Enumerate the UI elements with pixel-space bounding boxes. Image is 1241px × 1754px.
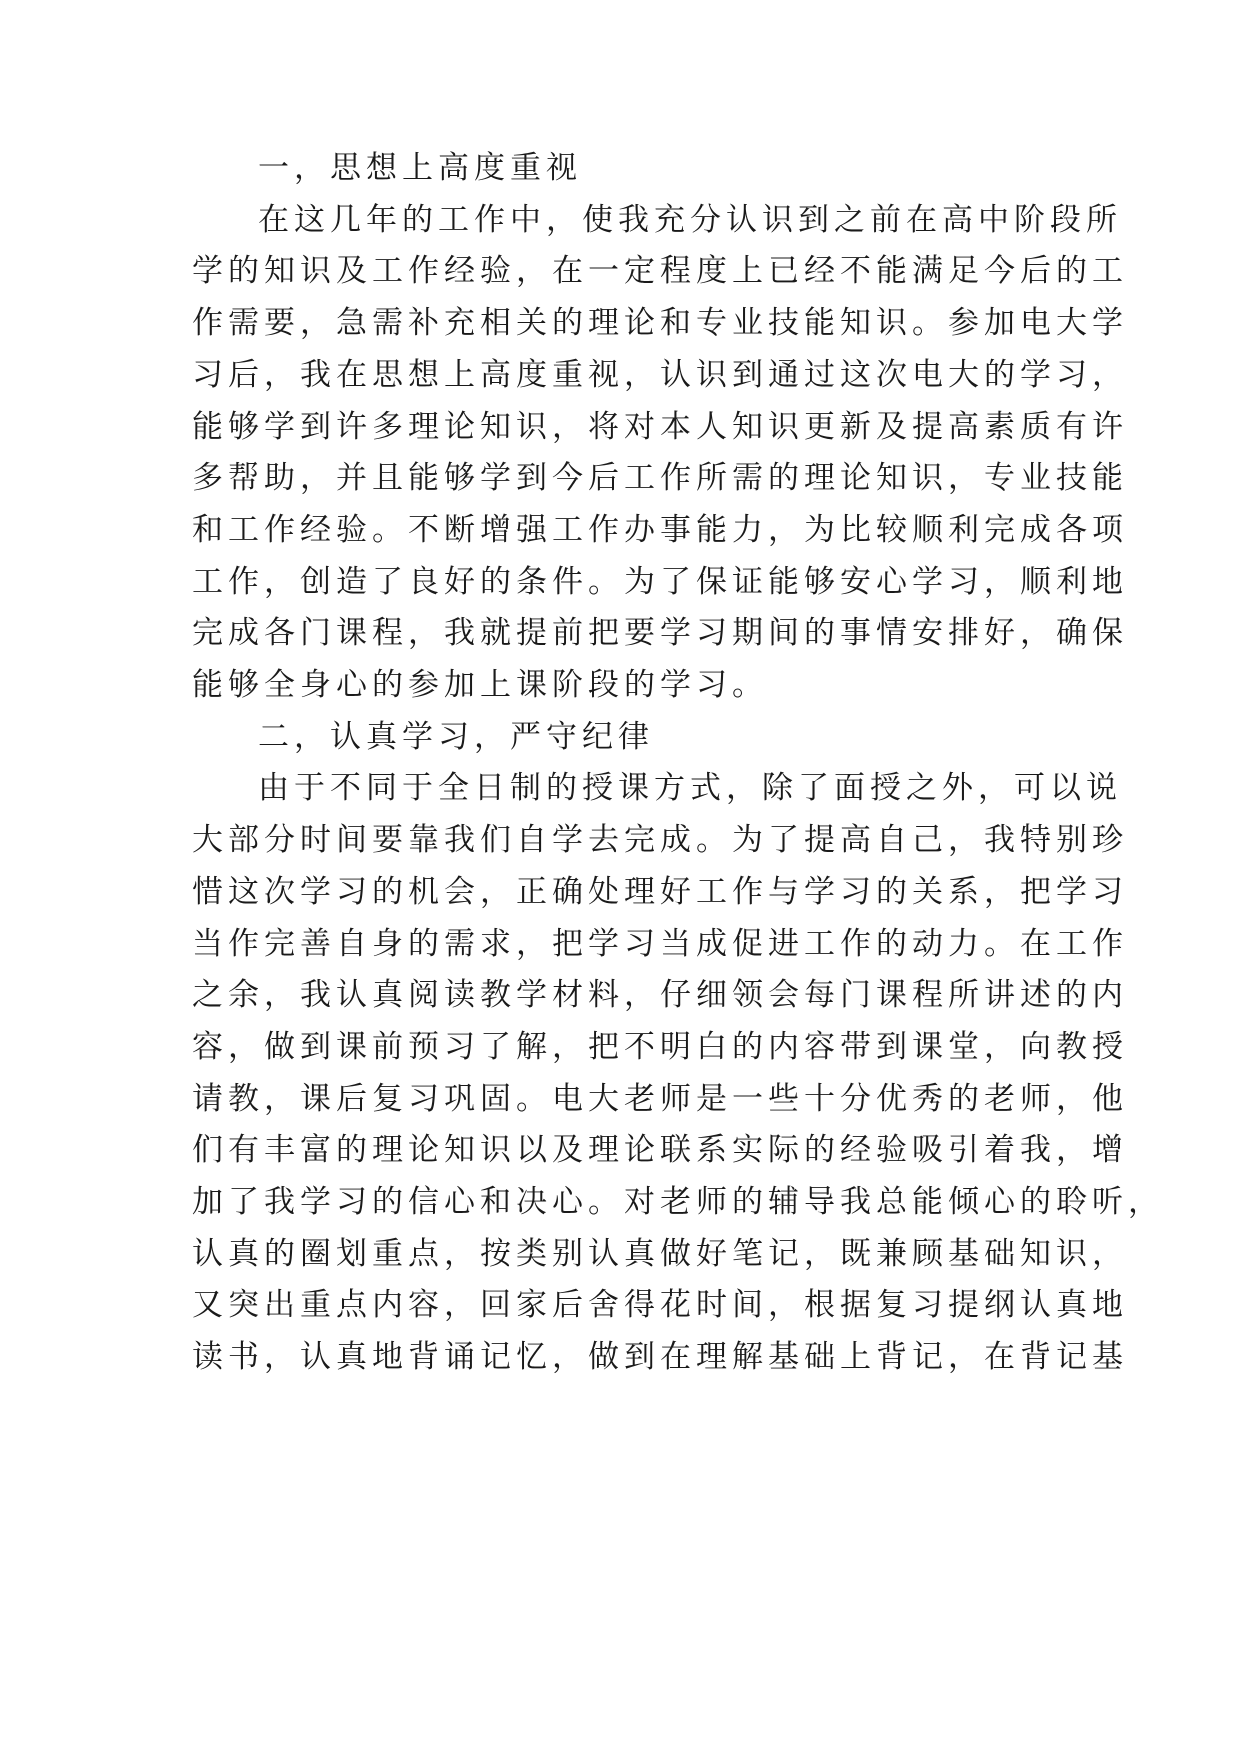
paragraph-line: 当作完善自身的需求，把学习当成促进工作的动力。在工作 [192, 926, 1128, 962]
paragraph-line: 在这几年的工作中，使我充分认识到之前在高中阶段所 [258, 202, 1122, 238]
paragraph-line: 由于不同于全日制的授课方式，除了面授之外，可以说 [258, 770, 1122, 806]
paragraph-line: 们有丰富的理论知识以及理论联系实际的经验吸引着我，增 [192, 1132, 1128, 1168]
paragraph-line: 作需要，急需补充相关的理论和专业技能知识。参加电大学 [192, 305, 1128, 341]
paragraph-line: 容，做到课前预习了解，把不明白的内容带到课堂，向教授 [192, 1029, 1128, 1065]
paragraph-line: 完成各门课程，我就提前把要学习期间的事情安排好，确保 [192, 615, 1128, 651]
paragraph-line: 又突出重点内容，回家后舍得花时间，根据复习提纲认真地 [192, 1287, 1128, 1323]
section-heading: 二，认真学习，严守纪律 [258, 719, 654, 755]
paragraph-line: 加了我学习的信心和决心。对老师的辅导我总能倾心的聆听， [192, 1184, 1164, 1220]
paragraph-line: 和工作经验。不断增强工作办事能力，为比较顺利完成各项 [192, 512, 1128, 548]
paragraph-line: 能够全身心的参加上课阶段的学习。 [192, 667, 768, 703]
paragraph-line: 能够学到许多理论知识，将对本人知识更新及提高素质有许 [192, 409, 1128, 445]
paragraph-line: 大部分时间要靠我们自学去完成。为了提高自己，我特别珍 [192, 822, 1128, 858]
paragraph-line: 请教，课后复习巩固。电大老师是一些十分优秀的老师，他 [192, 1081, 1128, 1117]
paragraph-line: 多帮助，并且能够学到今后工作所需的理论知识，专业技能 [192, 460, 1128, 496]
paragraph-line: 学的知识及工作经验，在一定程度上已经不能满足今后的工 [192, 253, 1128, 289]
paragraph-line: 习后，我在思想上高度重视，认识到通过这次电大的学习， [192, 357, 1128, 393]
paragraph-line: 之余，我认真阅读教学材料，仔细领会每门课程所讲述的内 [192, 977, 1128, 1013]
paragraph-line: 读书，认真地背诵记忆，做到在理解基础上背记，在背记基 [192, 1339, 1128, 1375]
paragraph-line: 工作，创造了良好的条件。为了保证能够安心学习，顺利地 [192, 564, 1128, 600]
paragraph-line: 惜这次学习的机会，正确处理好工作与学习的关系，把学习 [192, 874, 1128, 910]
section-heading: 一，思想上高度重视 [258, 150, 582, 186]
paragraph-line: 认真的圈划重点，按类别认真做好笔记，既兼顾基础知识， [192, 1236, 1128, 1272]
